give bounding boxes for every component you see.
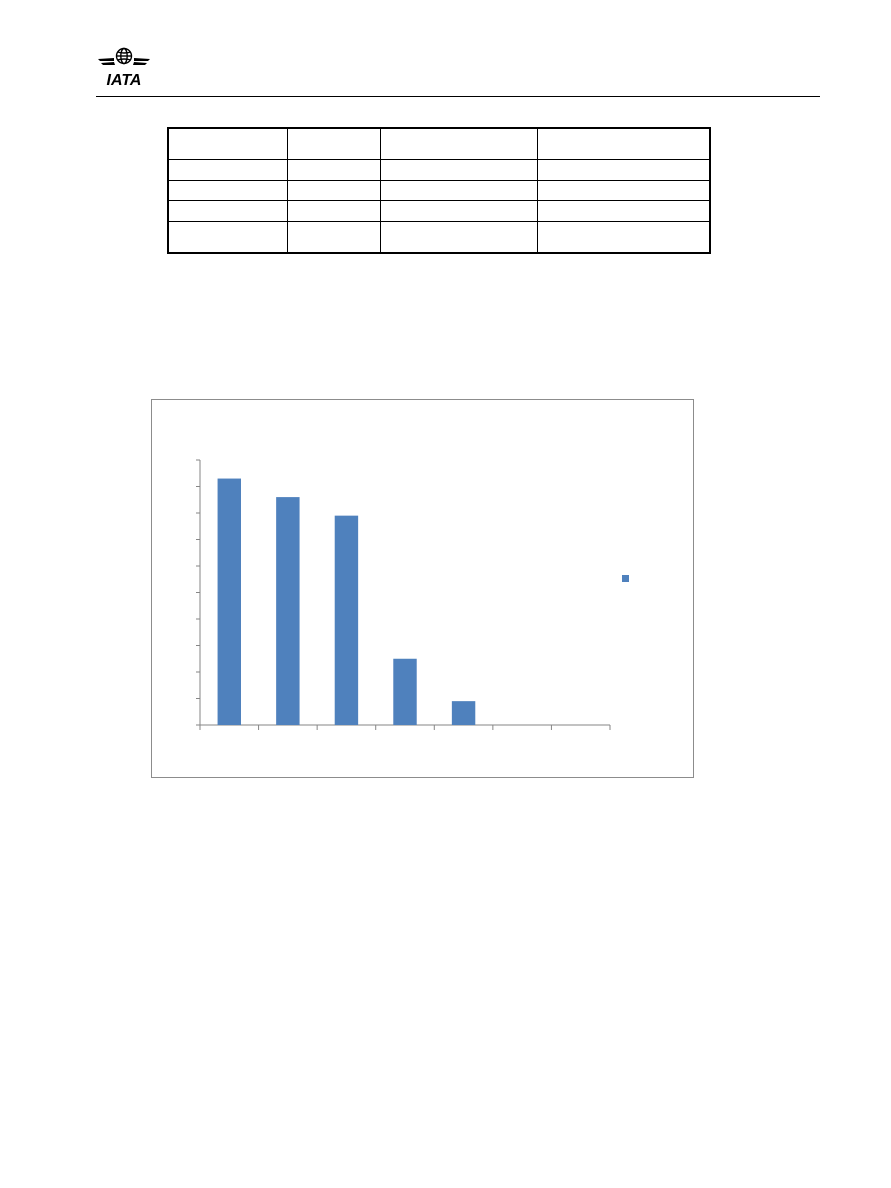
table-cell [287, 180, 380, 201]
table-cell [287, 159, 380, 180]
table-cell [537, 159, 710, 180]
table-cell [380, 222, 537, 253]
table-row [168, 201, 710, 222]
table-cell [537, 201, 710, 222]
table-cell [168, 201, 287, 222]
bar [276, 497, 299, 725]
globe-icon [117, 49, 132, 64]
iata-logo [96, 46, 152, 90]
table-row [168, 128, 710, 159]
table-cell [168, 222, 287, 253]
table-cell [168, 159, 287, 180]
table-cell [287, 128, 380, 159]
table-cell [380, 201, 537, 222]
data-table [167, 127, 711, 254]
table-cell [287, 201, 380, 222]
bar [335, 516, 358, 725]
bar [218, 479, 241, 725]
chart-legend [622, 575, 629, 582]
table-cell [168, 128, 287, 159]
table-cell [537, 180, 710, 201]
table-cell [287, 222, 380, 253]
table-cell [168, 180, 287, 201]
chart-frame [151, 399, 694, 778]
chart-bars [218, 479, 476, 725]
table-row [168, 180, 710, 201]
header-rule [96, 96, 820, 97]
table-cell [537, 128, 710, 159]
table-cell [380, 159, 537, 180]
legend-marker [622, 575, 629, 582]
bar [393, 659, 416, 725]
table-cell [380, 180, 537, 201]
table-row [168, 222, 710, 253]
bar [452, 701, 475, 725]
table-cell [537, 222, 710, 253]
logo-wordmark: IATA [106, 72, 142, 89]
table-cell [380, 128, 537, 159]
table-row [168, 159, 710, 180]
bar-chart [152, 400, 693, 777]
